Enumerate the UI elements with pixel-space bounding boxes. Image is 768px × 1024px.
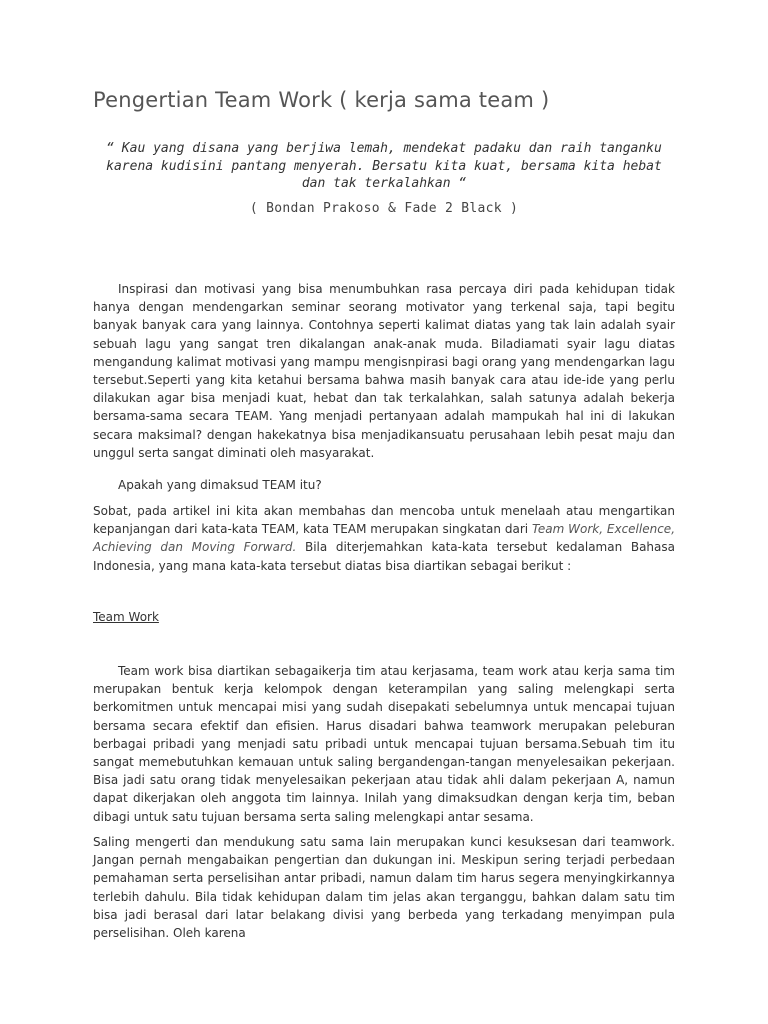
- team-question: Apakah yang dimaksud TEAM itu?: [118, 478, 322, 492]
- teamwork-heading: Team Work: [93, 610, 159, 624]
- definition-english-terms: Team Work, Excellence, Achieving dan Moving Forward.: [93, 522, 676, 555]
- definition-paragraph: [93, 502, 675, 575]
- teamwork-paragraph-1: Team work bisa diartikan sebagaikerja tim atau kerjasama, team work atau kerja sama tim merupakan bentuk kerja kelompok dengan keterampilan yang saling melengkapi serta berkomitmen untuk mencapai misi yang sudah disepakati sebelumnya untuk mencapai tujuan bersama secara efektif dan efisien. Harus disadari bahwa teamwork merupakan peleburan berbagai pribadi yang menjadi satu pribadi untuk mencapai tujuan bersama.Sebuah tim itu sangat memebutuhkan kemauan untuk saling bergandengan-tangan menyelesaikan pekerjaan. Bisa jadi satu orang tidak menyelesaikan pekerjaan atau tidak ahli dalam pekerjaan A, namun dapat dikerjakan oleh anggota tim lainnya. Inilah yang dimaksudkan dengan kerja tim, beban dibagi untuk satu tujuan bersama serta saling melengkapi antar sesama.: [93, 664, 675, 824]
- definition-text-end: Bila diterjemahkan kata-kata tersebut kedalaman Bahasa Indonesia, yang mana kata-kata tersebut diatas bisa diartikan sebagai berikut :: [93, 540, 675, 573]
- teamwork-paragraph-2: Saling mengerti dan mendukung satu sama lain merupakan kunci kesuksesan dari teamwork. Jangan pernah mengabaikan pengertian dan dukungan ini. Meskipun sering terjadi perbedaan pemahaman serta perselisihan antar pribadi, namun dalam tim harus segera menyingkirkannya terlebih dahulu. Bila tidak kehidupan dalam tim jelas akan terganggu, bahkan dalam satu tim bisa jadi berasal dari latar belakang divisi yang berbeda yang terkadang menyimpan pula perselisihan. Oleh karena: [93, 835, 675, 941]
- quote-author: ( Bondan Prakoso & Fade 2 Black ): [249, 201, 519, 216]
- page-title: Pengertian Team Work ( kerja sama team ): [93, 88, 550, 112]
- intro-paragraph: Inspirasi dan motivasi yang bisa menumbuhkan rasa percaya diri pada kehidupan tidak hanya dengan mendengarkan seminar seorang motivator yang terkenal saja, tapi begitu banyak banyak cara yang lainnya. Contohnya seperti kalimat diatas yang tak lain adalah syair sebuah lagu yang sangat tren dikalangan anak-anak muda. Biladiamati syair lagu diatas mengandung kalimat motivasi yang mampu mengisnpirasi bagi orang yang mendengarkan lagu tersebut.Seperti yang kita ketahui bersama bahwa masih banyak cara atau ide-ide yang perlu dilakukan agar bisa menjadi kuat, hebat dan tak terkalahkan, salah satunya adalah bekerja bersama-sama secara TEAM. Yang menjadi pertanyaan adalah mampukah hal ini di lakukan secara maksimal? dengan hakekatnya bisa menjadikansuatu perusahaan lebih pesat maju dan unggul serta sangat diminati oleh masyarakat.: [93, 282, 675, 460]
- definition-text-start: Sobat, pada artikel ini kita akan membahas dan mencoba untuk menelaah atau mengartikan kepanjangan dari kata-kata TEAM, kata TEAM merupakan singkatan dari: [93, 504, 675, 537]
- song-quote: “ Kau yang disana yang berjiwa lemah, mendekat padaku dan raih tanganku karena kudisini pantang menyerah. Bersatu kita kuat, bersama kita hebat dan tak terkalahkan “: [106, 141, 662, 191]
